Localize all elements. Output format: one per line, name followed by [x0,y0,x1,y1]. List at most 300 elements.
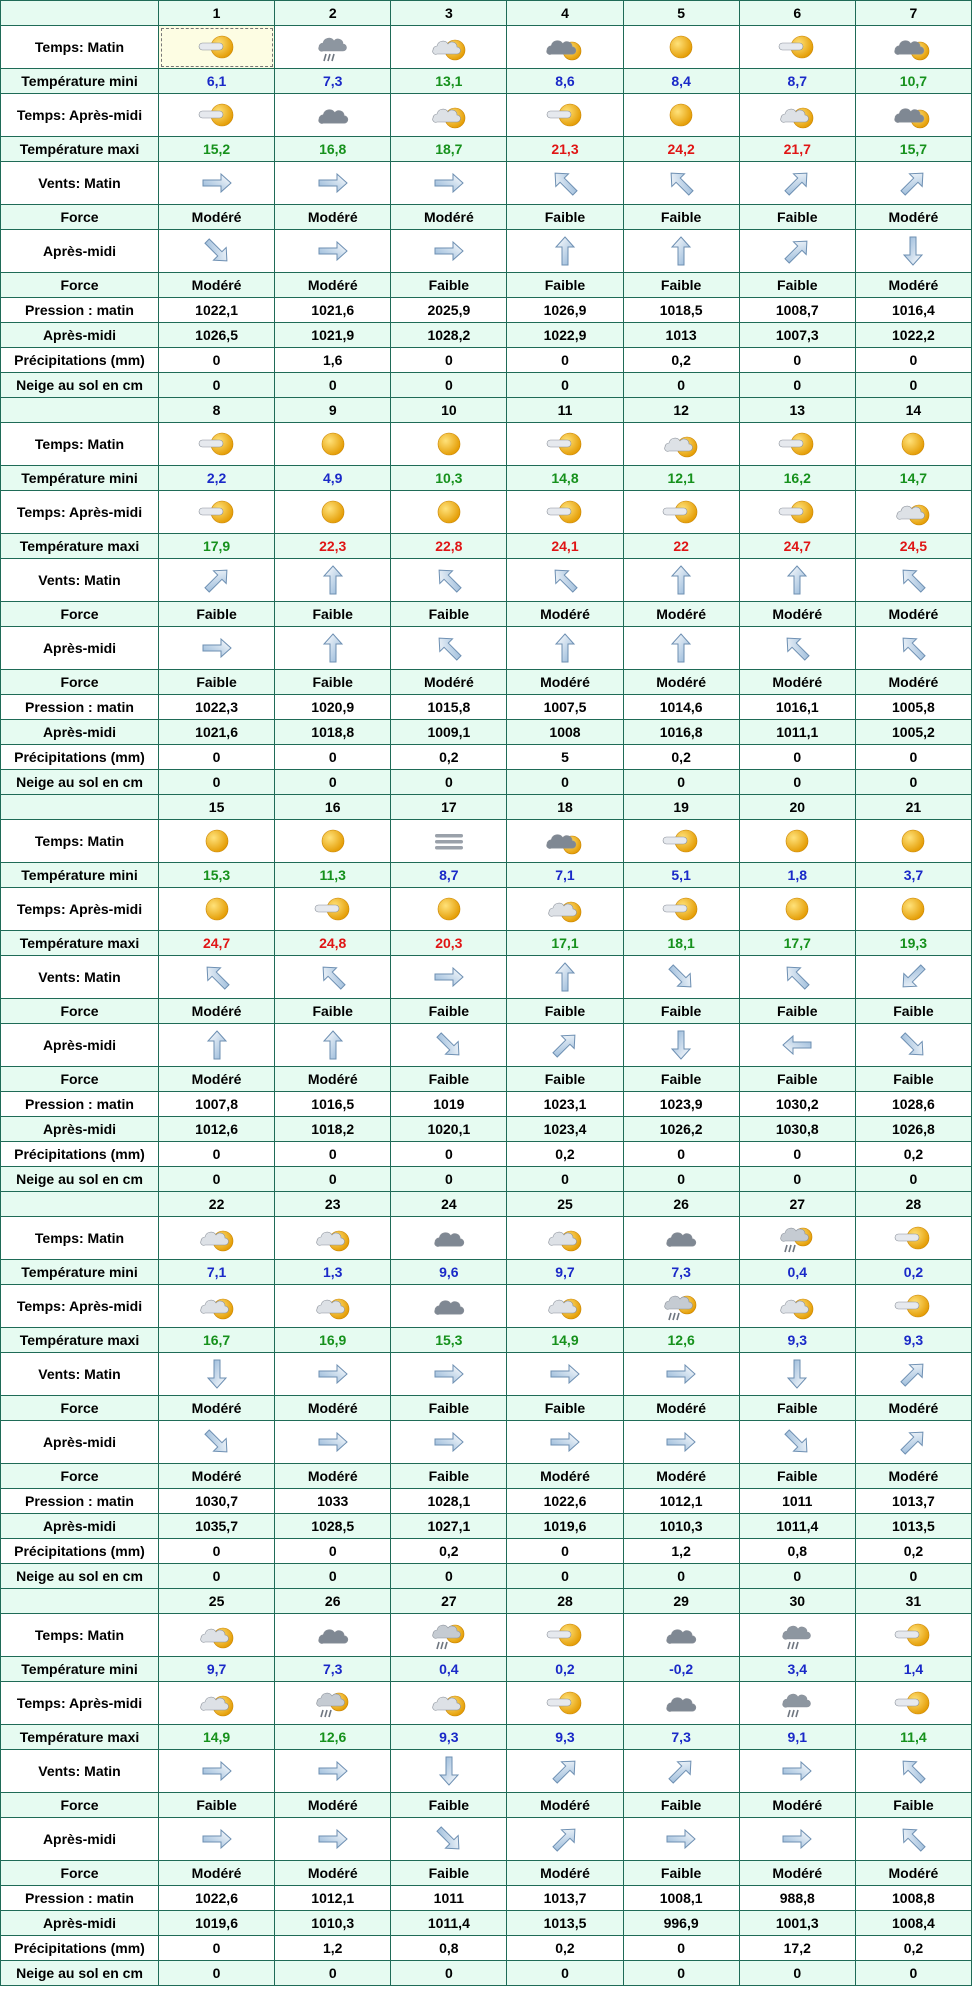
row-label: Temps: Après-midi [1,1285,159,1328]
snow-value: 0 [275,1961,391,1986]
snow-value: 0 [275,770,391,795]
weather-cell [507,820,623,863]
wind-cell [391,162,507,205]
row-label: Temps: Après-midi [1,1682,159,1725]
snow-value: 0 [623,1167,739,1192]
sun-cloud-icon [541,1686,589,1720]
day-number: 13 [739,398,855,423]
weather-cell [623,888,739,931]
arrow-right-icon [197,631,237,665]
row-label: Température mini [1,1260,159,1285]
row-label: Précipitations (mm) [1,745,159,770]
arrow-right-icon [313,234,353,268]
pressure-afternoon-value: 1016,8 [623,720,739,745]
arrow-right-icon [313,1754,353,1788]
wind-cell [623,627,739,670]
force-afternoon-value: Faible [623,1067,739,1092]
row-label: Vents: Matin [1,1750,159,1793]
cloud-sun-icon [193,1618,241,1652]
sun-icon [193,892,241,926]
force-afternoon-value: Modéré [159,1464,275,1489]
arrow-right-icon [197,1754,237,1788]
row-label: Temps: Après-midi [1,491,159,534]
temp-max-row [1,534,972,559]
row-label: Précipitations (mm) [1,1142,159,1167]
snow-value: 0 [855,373,971,398]
weather-morning-row [1,423,972,466]
weather-cell [739,820,855,863]
temperature-value: 14,7 [855,466,971,491]
snow-value: 0 [391,1961,507,1986]
pressure-afternoon-row [1,720,972,745]
force-afternoon-row [1,1464,972,1489]
snow-value: 0 [507,1961,623,1986]
sun-cloud-icon [657,892,705,926]
pressure-morning-value: 1023,9 [623,1092,739,1117]
weather-cell [275,1217,391,1260]
row-label: Pression : matin [1,1489,159,1514]
dark-cloud-icon [657,1221,705,1255]
force-morning-value: Faible [275,602,391,627]
arrow-right-icon [313,1822,353,1856]
wind-cell [275,1353,391,1396]
temperature-value: 7,3 [275,69,391,94]
arrow-down-right-icon [197,234,237,268]
force-afternoon-value: Modéré [275,1861,391,1886]
force-afternoon-value: Faible [623,1861,739,1886]
sun-cloud-icon [541,427,589,461]
temp-max-row [1,1328,972,1353]
weather-cell [159,1614,275,1657]
force-afternoon-value: Faible [391,273,507,298]
row-label: Après-midi [1,1421,159,1464]
pressure-afternoon-value: 1011,1 [739,720,855,745]
wind-cell [855,1421,971,1464]
weather-cell [623,820,739,863]
row-label: Après-midi [1,1818,159,1861]
force-morning-value: Modéré [623,1396,739,1421]
temperature-value: 5,1 [623,863,739,888]
wind-afternoon-row [1,230,972,273]
sun-cloud-icon [889,1221,937,1255]
pressure-morning-value: 1030,2 [739,1092,855,1117]
sun-cloud-icon [889,1289,937,1323]
arrow-right-icon [661,1822,701,1856]
weather-cell [507,423,623,466]
arrow-up-icon [661,234,701,268]
pressure-morning-value: 2025,9 [391,298,507,323]
weather-cell [391,26,507,69]
pressure-morning-value: 1012,1 [623,1489,739,1514]
row-label: Précipitations (mm) [1,348,159,373]
force-morning-value: Modéré [855,205,971,230]
pressure-morning-value: 1023,1 [507,1092,623,1117]
wind-cell [391,956,507,999]
wind-afternoon-row [1,1818,972,1861]
snow-value: 0 [275,1167,391,1192]
row-label: Pression : matin [1,1886,159,1911]
pressure-morning-row [1,298,972,323]
temperature-value: 24,1 [507,534,623,559]
row-label: Température maxi [1,1328,159,1353]
force-afternoon-value: Modéré [391,670,507,695]
cloud-sun-icon [541,1221,589,1255]
sun-icon [309,824,357,858]
weather-cell [623,491,739,534]
wind-cell [855,956,971,999]
force-afternoon-value: Modéré [275,1464,391,1489]
corner-cell [1,398,159,423]
wind-cell [391,1421,507,1464]
day-number: 3 [391,1,507,26]
pressure-morning-value: 1016,4 [855,298,971,323]
day-number: 20 [739,795,855,820]
precipitation-value: 0 [739,348,855,373]
weather-cell [855,1682,971,1725]
weather-cell [159,1682,275,1725]
temperature-value: 22 [623,534,739,559]
wind-cell [855,1024,971,1067]
arrow-up-right-icon [545,1822,585,1856]
temperature-value: 15,3 [391,1328,507,1353]
wind-cell [275,162,391,205]
arrow-up-right-icon [893,1357,933,1391]
row-label: Temps: Matin [1,423,159,466]
force-afternoon-value: Modéré [739,670,855,695]
force-morning-value: Modéré [855,1396,971,1421]
pressure-afternoon-value: 1026,5 [159,323,275,348]
corner-cell [1,1192,159,1217]
weather-cell [159,423,275,466]
wind-cell [855,1750,971,1793]
day-number: 26 [275,1589,391,1614]
rain-cloud-icon [773,1618,821,1652]
pressure-morning-value: 1030,7 [159,1489,275,1514]
snow-value: 0 [391,373,507,398]
row-label: Force [1,1396,159,1421]
force-morning-value: Modéré [391,205,507,230]
weather-cell [739,491,855,534]
temp-min-row [1,863,972,888]
pressure-afternoon-value: 1019,6 [159,1911,275,1936]
temperature-value: 18,1 [623,931,739,956]
wind-cell [391,1353,507,1396]
weather-afternoon-row [1,888,972,931]
force-morning-value: Faible [391,1396,507,1421]
row-label: Force [1,1861,159,1886]
pressure-morning-value: 1013,7 [855,1489,971,1514]
force-morning-value: Faible [391,999,507,1024]
pressure-afternoon-row [1,1514,972,1539]
day-number: 14 [855,398,971,423]
wind-cell [159,559,275,602]
temperature-value: 14,9 [507,1328,623,1353]
arrow-right-icon [661,1425,701,1459]
force-morning-value: Faible [391,602,507,627]
wind-cell [159,1421,275,1464]
pressure-afternoon-value: 1018,2 [275,1117,391,1142]
pressure-morning-value: 1007,5 [507,695,623,720]
arrow-up-right-icon [545,1754,585,1788]
force-afternoon-value: Faible [507,273,623,298]
pressure-morning-value: 988,8 [739,1886,855,1911]
arrow-down-icon [197,1357,237,1391]
wind-cell [391,627,507,670]
force-morning-value: Modéré [159,999,275,1024]
cloud-sun-icon [193,1289,241,1323]
arrow-down-icon [777,1357,817,1391]
precipitation-value: 0,2 [623,348,739,373]
force-afternoon-value: Modéré [275,1067,391,1092]
row-label: Précipitations (mm) [1,1936,159,1961]
snow-value: 0 [507,1167,623,1192]
force-morning-value: Modéré [507,1793,623,1818]
rain-cloud-icon [309,30,357,64]
arrow-up-left-icon [429,631,469,665]
precipitation-value: 0,2 [855,1539,971,1564]
weather-morning-row [1,1614,972,1657]
pressure-morning-value: 1012,1 [275,1886,391,1911]
force-morning-value: Faible [739,999,855,1024]
pressure-afternoon-value: 1013,5 [855,1514,971,1539]
wind-cell [507,1421,623,1464]
sun-icon [425,427,473,461]
precipitation-value: 0,8 [391,1936,507,1961]
row-label: Temps: Après-midi [1,94,159,137]
pressure-morning-row [1,1092,972,1117]
weather-cell [507,26,623,69]
wind-cell [275,956,391,999]
day-number: 18 [507,795,623,820]
row-label: Neige au sol en cm [1,1564,159,1589]
weather-cell [391,1682,507,1725]
pressure-morning-value: 1020,9 [275,695,391,720]
temperature-value: 12,6 [275,1725,391,1750]
weather-cell [623,1614,739,1657]
day-number: 17 [391,795,507,820]
wind-cell [855,162,971,205]
force-afternoon-value: Modéré [739,1861,855,1886]
arrow-up-icon [313,563,353,597]
sun-icon [193,824,241,858]
wind-cell [507,627,623,670]
snow-value: 0 [159,373,275,398]
arrow-up-left-icon [545,563,585,597]
pressure-morning-value: 1028,1 [391,1489,507,1514]
force-afternoon-row [1,1861,972,1886]
snow-value: 0 [391,1167,507,1192]
wind-afternoon-row [1,1024,972,1067]
wind-cell [275,1750,391,1793]
wind-cell [507,230,623,273]
day-number: 26 [623,1192,739,1217]
snow-value: 0 [507,770,623,795]
day-number: 30 [739,1589,855,1614]
pressure-afternoon-value: 1028,2 [391,323,507,348]
row-label: Temps: Après-midi [1,888,159,931]
temp-min-row [1,69,972,94]
weather-cell [855,1217,971,1260]
force-morning-row [1,205,972,230]
rain-cloud-icon [773,1686,821,1720]
wind-cell [507,559,623,602]
force-morning-value: Faible [507,999,623,1024]
wind-cell [159,956,275,999]
wind-afternoon-row [1,1421,972,1464]
temperature-value: 7,3 [275,1657,391,1682]
precipitation-value: 17,2 [739,1936,855,1961]
force-morning-value: Faible [739,1396,855,1421]
snow-value: 0 [855,1961,971,1986]
arrow-up-left-icon [893,631,933,665]
wind-cell [623,559,739,602]
precipitation-value: 0 [275,1539,391,1564]
force-afternoon-value: Modéré [507,1464,623,1489]
row-label: Vents: Matin [1,162,159,205]
temperature-value: 8,7 [739,69,855,94]
temperature-value: 9,6 [391,1260,507,1285]
precipitation-value: 0 [855,348,971,373]
row-label: Après-midi [1,1024,159,1067]
arrow-right-icon [429,234,469,268]
wind-cell [739,956,855,999]
pressure-afternoon-value: 1011,4 [739,1514,855,1539]
row-label: Neige au sol en cm [1,1167,159,1192]
day-number: 29 [623,1589,739,1614]
weather-cell [159,820,275,863]
pressure-afternoon-value: 1020,1 [391,1117,507,1142]
snow-value: 0 [739,1961,855,1986]
arrow-up-right-icon [893,1425,933,1459]
sun-icon [657,98,705,132]
arrow-up-left-icon [893,1754,933,1788]
snow-value: 0 [855,770,971,795]
temperature-value: 12,6 [623,1328,739,1353]
pressure-afternoon-value: 1008,4 [855,1911,971,1936]
snow-value: 0 [507,1564,623,1589]
pressure-morning-value: 1015,8 [391,695,507,720]
temperature-value: 18,7 [391,137,507,162]
temperature-value: 17,9 [159,534,275,559]
arrow-up-left-icon [313,960,353,994]
arrow-up-right-icon [893,166,933,200]
pressure-morning-value: 1018,5 [623,298,739,323]
pressure-morning-value: 1022,6 [507,1489,623,1514]
weather-cell [507,1285,623,1328]
sun-cloud-icon [541,495,589,529]
wind-morning-row [1,559,972,602]
wind-cell [623,1024,739,1067]
temperature-value: 1,8 [739,863,855,888]
wind-cell [855,1353,971,1396]
corner-cell [1,795,159,820]
precipitation-value: 0 [391,1142,507,1167]
fog-icon [425,824,473,858]
row-label: Température mini [1,69,159,94]
temperature-value: 24,5 [855,534,971,559]
wind-cell [739,1818,855,1861]
arrow-up-right-icon [777,234,817,268]
day-number: 25 [159,1589,275,1614]
force-afternoon-row [1,273,972,298]
pressure-morning-value: 1005,8 [855,695,971,720]
precipitation-value: 1,6 [275,348,391,373]
row-label: Après-midi [1,1514,159,1539]
wind-cell [623,1818,739,1861]
precipitation-value: 0 [391,348,507,373]
dark-cloud-icon [425,1289,473,1323]
weather-cell [391,423,507,466]
arrow-up-left-icon [661,166,701,200]
pressure-morning-row [1,695,972,720]
wind-cell [739,627,855,670]
row-label: Force [1,1067,159,1092]
weather-cell [159,1285,275,1328]
temperature-value: 15,2 [159,137,275,162]
arrow-down-right-icon [429,1028,469,1062]
weather-cell [391,94,507,137]
row-label: Pression : matin [1,695,159,720]
force-afternoon-row [1,1067,972,1092]
temperature-value: 9,1 [739,1725,855,1750]
arrow-down-right-icon [893,1028,933,1062]
arrow-down-icon [893,234,933,268]
weather-cell [507,491,623,534]
arrow-down-right-icon [661,960,701,994]
row-label: Neige au sol en cm [1,770,159,795]
day-number: 11 [507,398,623,423]
sun-icon [309,495,357,529]
temperature-value: 9,3 [855,1328,971,1353]
sun-cloud-icon [889,1686,937,1720]
wind-cell [159,230,275,273]
day-number: 28 [855,1192,971,1217]
weather-cell [623,1285,739,1328]
force-morning-row [1,1396,972,1421]
row-label: Température mini [1,1657,159,1682]
weather-morning-row [1,1217,972,1260]
force-afternoon-value: Modéré [855,1861,971,1886]
pressure-afternoon-row [1,1911,972,1936]
force-afternoon-value: Faible [275,670,391,695]
temperature-value: 22,3 [275,534,391,559]
temperature-value: 2,2 [159,466,275,491]
sun-cloud-icon [193,30,241,64]
weather-cell [391,1614,507,1657]
wind-cell [275,559,391,602]
temperature-value: 24,2 [623,137,739,162]
weather-cell [855,423,971,466]
wind-cell [391,1024,507,1067]
weather-cell [159,26,275,69]
precipitation-row [1,1539,972,1564]
pressure-afternoon-value: 996,9 [623,1911,739,1936]
pressure-morning-value: 1033 [275,1489,391,1514]
force-morning-value: Faible [739,205,855,230]
row-label: Vents: Matin [1,1353,159,1396]
arrow-up-right-icon [661,1754,701,1788]
row-label: Température mini [1,466,159,491]
force-morning-value: Faible [391,1793,507,1818]
wind-cell [275,230,391,273]
weather-cell [623,94,739,137]
sun-cloud-icon [541,1618,589,1652]
precipitation-value: 0 [855,745,971,770]
precipitation-value: 0,8 [739,1539,855,1564]
weather-afternoon-row [1,94,972,137]
wind-cell [507,956,623,999]
day-number: 23 [275,1192,391,1217]
